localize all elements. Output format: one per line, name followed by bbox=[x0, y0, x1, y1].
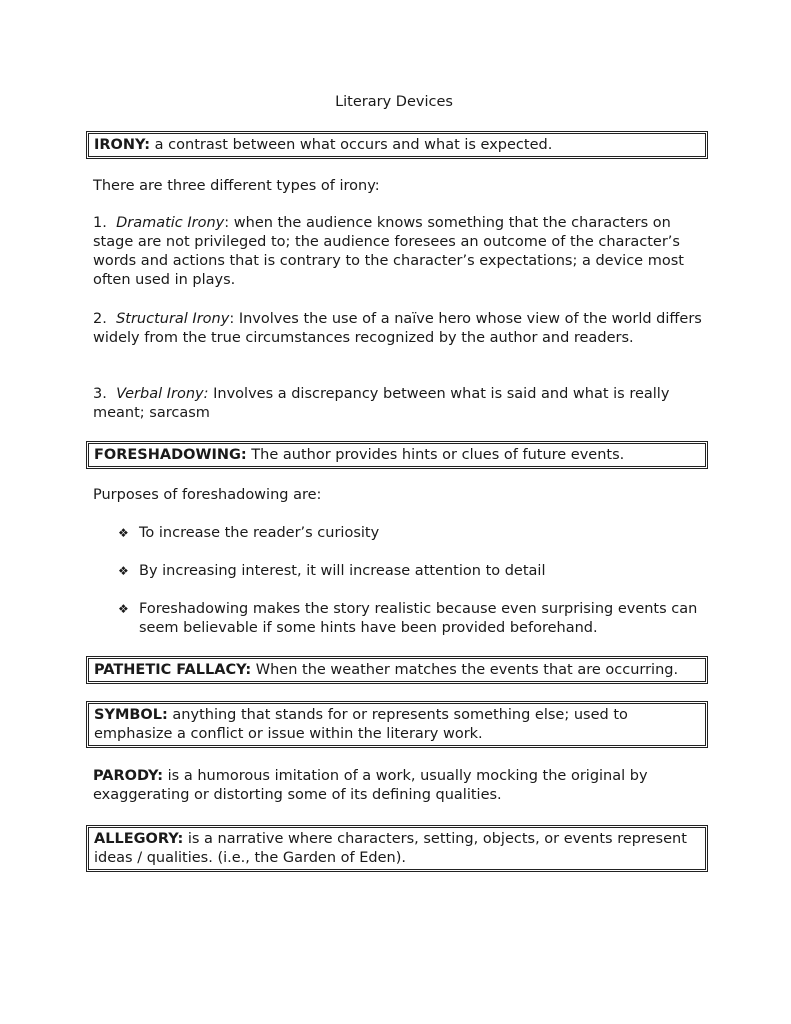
list-item-text: By increasing interest, it will increase attention to detail bbox=[139, 563, 546, 579]
allegory-definition: is a narrative where characters, setting, objects, or events represent ideas / qualities. (i.e., the Garden of Eden). bbox=[94, 831, 687, 866]
diamond-bullet-icon: ❖ bbox=[118, 602, 129, 616]
irony-type-dramatic bbox=[93, 214, 708, 290]
page-title: Literary Devices bbox=[335, 94, 453, 110]
irony-type-number: 1. bbox=[93, 215, 107, 231]
irony-type-name: Verbal Irony: bbox=[116, 386, 209, 402]
symbol-definition-box bbox=[86, 701, 708, 748]
list-item-text: To increase the reader’s curiosity bbox=[139, 525, 380, 541]
irony-type-name: Structural Irony bbox=[116, 311, 230, 327]
diamond-bullet-icon: ❖ bbox=[118, 564, 129, 578]
list-item bbox=[118, 600, 708, 638]
foreshadowing-term: FORESHADOWING: bbox=[94, 447, 247, 463]
pathetic-fallacy-definition: When the weather matches the events that are occurring. bbox=[251, 662, 679, 678]
irony-definition-box bbox=[86, 131, 708, 159]
list-item-text: Foreshadowing makes the story realistic because even surprising events can seem believable if some hints have been provided beforehand. bbox=[139, 601, 698, 636]
foreshadowing-intro: Purposes of foreshadowing are: bbox=[93, 487, 322, 503]
parody-term: PARODY: bbox=[93, 768, 164, 784]
symbol-term: SYMBOL: bbox=[94, 707, 168, 723]
irony-intro: There are three different types of irony: bbox=[93, 178, 380, 194]
foreshadowing-definition-box bbox=[86, 441, 708, 469]
pathetic-fallacy-definition-box bbox=[86, 656, 708, 684]
foreshadowing-definition: The author provides hints or clues of future events. bbox=[246, 447, 625, 463]
irony-term: IRONY: bbox=[94, 137, 151, 153]
irony-type-structural bbox=[93, 310, 708, 348]
irony-type-number: 2. bbox=[93, 311, 107, 327]
irony-definition: a contrast between what occurs and what is expected. bbox=[150, 137, 553, 153]
parody-definition bbox=[93, 767, 708, 805]
allegory-term: ALLEGORY: bbox=[94, 831, 184, 847]
irony-type-verbal bbox=[93, 385, 708, 423]
irony-type-description: Involves the use of a naïve hero whose view of the world differs widely from the true circumstances recognized by the author and readers. bbox=[93, 311, 702, 346]
list-item bbox=[118, 562, 708, 581]
pathetic-fallacy-term: PATHETIC FALLACY: bbox=[94, 662, 252, 678]
irony-type-separator: : bbox=[229, 311, 235, 327]
diamond-bullet-icon: ❖ bbox=[118, 526, 129, 540]
irony-type-description: Involves a discrepancy between what is said and what is really meant; sarcasm bbox=[93, 386, 670, 421]
irony-type-name: Dramatic Irony bbox=[116, 215, 225, 231]
parody-definition-text: is a humorous imitation of a work, usually mocking the original by exaggerating or distorting some of its defining qualities. bbox=[93, 768, 648, 803]
symbol-definition: anything that stands for or represents something else; used to emphasize a conflict or issue within the literary work. bbox=[94, 707, 628, 742]
irony-type-description: when the audience knows something that the characters on stage are not privileged to; the audience foresees an outcome of the character’s words and actions that is contrary to the character’s expectations; a device most often used in plays. bbox=[93, 215, 684, 288]
list-item bbox=[118, 524, 708, 543]
irony-type-separator: : bbox=[224, 215, 230, 231]
irony-type-number: 3. bbox=[93, 386, 107, 402]
allegory-definition-box bbox=[86, 825, 708, 872]
